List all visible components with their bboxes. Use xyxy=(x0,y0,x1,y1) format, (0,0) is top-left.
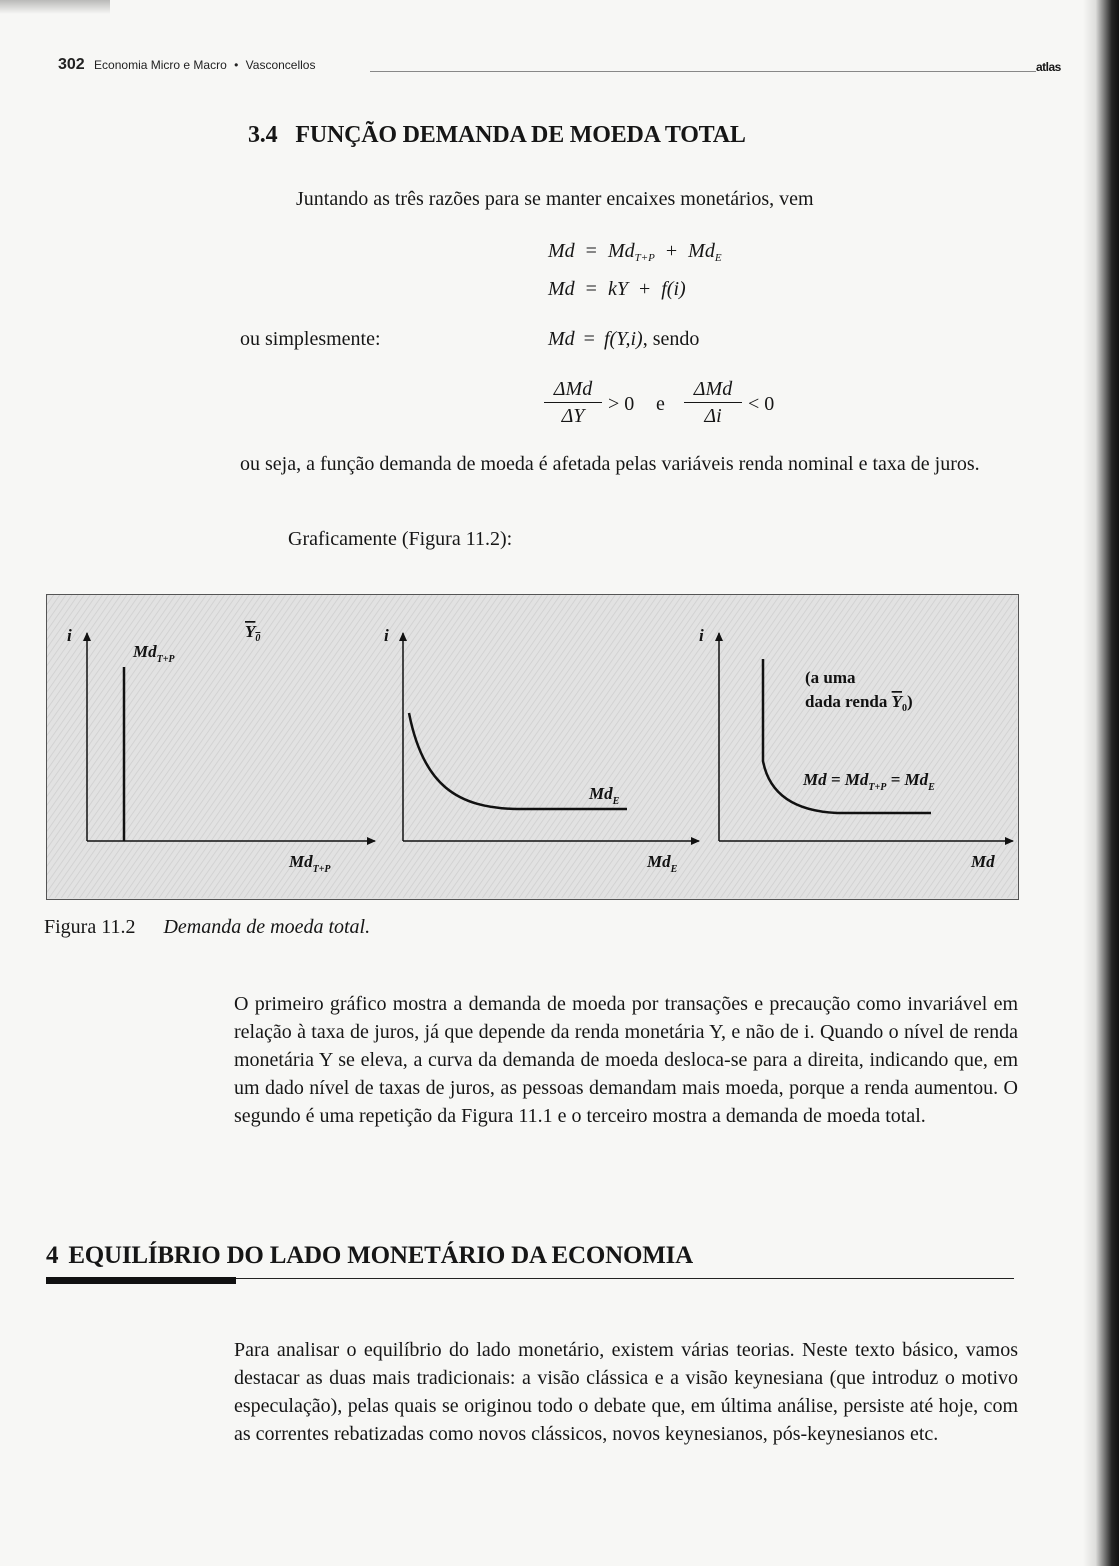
fraction-dmd-di xyxy=(684,376,742,429)
section-heading-3-4 xyxy=(248,122,746,149)
eq3-md: Md xyxy=(548,328,575,350)
section-4-paragraph: Para analisar o equilíbrio do lado monetário, existem várias teorias. Neste texto básico, vamos destacar as duas mais tradicionais: a visão clássica e a visão keynesiana (que introduz o motivo especulação), pelas quais se originou todo o debate que, em última análise, persiste até hoje, com as correntes rebatizadas como novos clássicos, novos keynesianos, pós-keynesianos etc. xyxy=(234,1339,1018,1445)
panel3-note-line1: (a uma xyxy=(805,668,856,687)
section-title: EQUILÍBRIO DO LADO MONETÁRIO DA ECONOMIA xyxy=(68,1242,694,1269)
eq3-equals: = xyxy=(583,328,595,350)
section-heading-4 xyxy=(46,1242,693,1270)
eq1-md-tp: Md xyxy=(607,240,635,262)
frac2-denominator: Δi xyxy=(704,405,722,427)
section-title: FUNÇÃO DEMANDA DE MOEDA TOTAL xyxy=(295,122,746,148)
page-edge-shadow xyxy=(1083,0,1119,1566)
explanation-paragraph: ou seja, a função demanda de moeda é afetada pelas variáveis renda nominal e taxa de juros. xyxy=(240,453,980,475)
caption-title: Demanda de moeda total. xyxy=(163,916,371,938)
graph-intro: Graficamente (Figura 11.2): xyxy=(288,528,513,550)
relation-positive: > 0 xyxy=(608,393,635,415)
header-separator: • xyxy=(234,58,239,72)
figure-background-texture xyxy=(47,595,1017,898)
eq1-plus: + xyxy=(665,240,678,262)
panel3-curve-label: $Md = Md_{T+P} = Md_E$ xyxy=(803,770,935,793)
panel2-curve-label: $Md_E$ xyxy=(589,784,620,807)
panel1-curve-label: $Md_{T+P}$ xyxy=(133,642,175,665)
relation-negative: < 0 xyxy=(748,393,775,415)
eq1-md: Md xyxy=(548,240,575,262)
section-number: 4 xyxy=(46,1242,59,1269)
caption-label: Figura 11.2 xyxy=(44,916,136,938)
panel1-x-label: $Md_{T+P}$ xyxy=(289,852,331,875)
eq1-sub-e: E xyxy=(714,252,722,264)
scan-smudge xyxy=(0,0,110,14)
simply-label: ou simplesmente: xyxy=(240,328,381,350)
panel2-x-label: $Md_E$ xyxy=(647,852,678,875)
body-paragraph-after-figure: O primeiro gráfico mostra a demanda de moeda por transações e precaução como invariável em relação à taxa de juros, já que depende da renda monetária Y, e não de i. Quando o nível de renda monetária Y se eleva, a curva da demanda de moeda desloca-se para a direita, indicando que, em um dado nível de taxas de juros, as pessoas demandam mais moeda, porque a renda aumentou. O segundo é uma repetição da Figura 11.1 e o terceiro mostra a demanda de moeda total. xyxy=(234,993,1018,1127)
author-name: Vasconcellos xyxy=(245,58,316,72)
page-number: 302 xyxy=(58,56,85,73)
figure-svg xyxy=(47,595,1017,898)
panel2-y-label: i xyxy=(384,626,389,645)
fraction-dmd-dy xyxy=(544,376,602,429)
eq1-equals: = xyxy=(585,240,597,262)
running-header xyxy=(58,56,315,74)
panel3-x-label: Md xyxy=(971,852,995,871)
equation-1 xyxy=(548,240,722,264)
panel3-note-line2: dada renda $Y_0$) xyxy=(805,692,913,714)
heading-rule-accent xyxy=(46,1277,236,1284)
book-title: Economia Micro e Macro xyxy=(94,58,227,72)
section-number: 3.4 xyxy=(248,122,278,148)
publisher-logo: atlas xyxy=(1036,60,1061,74)
panel1-y0-label: $Y_0$ xyxy=(245,622,261,644)
intro-paragraph: Juntando as três razões para se manter encaixes monetários, vem xyxy=(296,188,814,210)
eq1-sub-tp: T+P xyxy=(634,252,655,264)
eq2-md: Md xyxy=(548,278,575,300)
equation-3 xyxy=(548,328,699,351)
eq2-equals: = xyxy=(585,278,597,300)
eq2-fi: f(i) xyxy=(661,278,686,300)
eq1-md-e: Md xyxy=(688,240,715,262)
eq3-sendo: , sendo xyxy=(642,328,700,350)
figure-caption xyxy=(44,916,370,939)
figure-11-2 xyxy=(46,594,1019,900)
panel3-y-label: i xyxy=(699,626,704,645)
eq2-ky: kY xyxy=(607,278,628,300)
header-rule xyxy=(370,71,1036,72)
conjunction-e: e xyxy=(656,393,665,415)
frac2-numerator: ΔMd xyxy=(684,376,742,403)
frac1-denominator: ΔY xyxy=(561,405,585,427)
frac1-numerator: ΔMd xyxy=(544,376,602,403)
panel1-y-label: i xyxy=(67,626,72,645)
eq2-plus: + xyxy=(638,278,651,300)
eq3-fyi: f(Y,i) xyxy=(603,328,643,350)
equation-2 xyxy=(548,278,686,301)
